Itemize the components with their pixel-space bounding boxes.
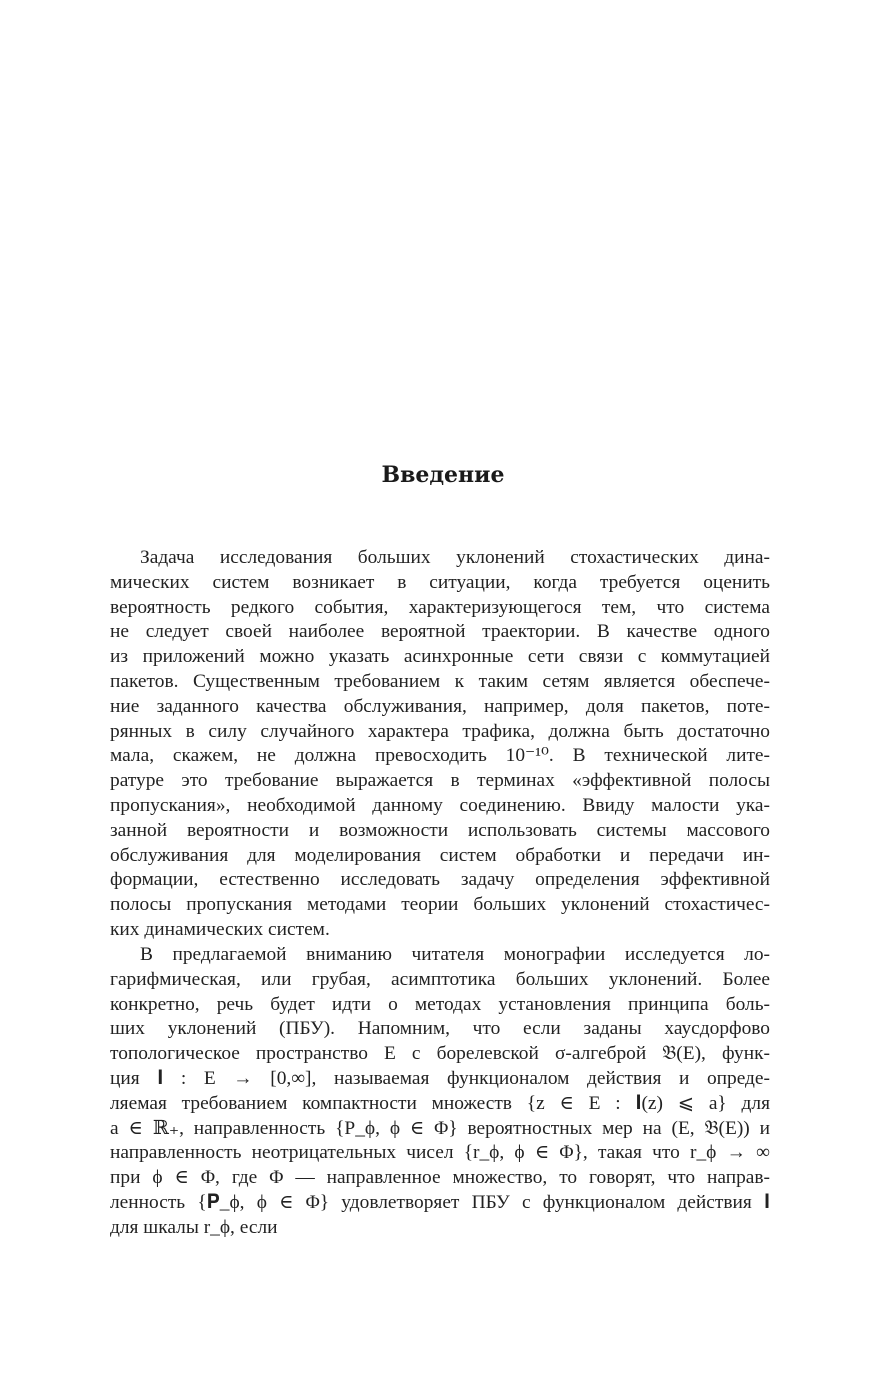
chapter-title: Введение bbox=[381, 462, 505, 488]
text-line: направленность неотрицательных чисел {r_ϕ, ϕ ∈ Φ}, такая что r_ϕ → ∞ bbox=[110, 1142, 770, 1164]
text-line: ших уклонений (ПБУ). Напомним, что если заданы хаусдорфово bbox=[110, 1018, 770, 1040]
text-line: В предлагаемой вниманию читателя монографии исследуется ло- bbox=[140, 944, 770, 965]
paragraph-2 bbox=[110, 943, 770, 1241]
text-line: ленность {𝐏_ϕ, ϕ ∈ Φ} удовлетворяет ПБУ с функционалом действия 𝐈 bbox=[110, 1191, 770, 1213]
text-line: ция 𝐈 : E → [0,∞], называемая функционалом действия и опреде- bbox=[110, 1067, 770, 1089]
text-line: пакетов. Существенным требованием к таким сетям является обеспече- bbox=[110, 670, 770, 692]
text-line: из приложений можно указать асинхронные сети связи с коммутацией bbox=[110, 646, 770, 668]
text-line: не следует своей наиболее вероятной траектории. В качестве одного bbox=[110, 621, 770, 643]
text-line: для шкалы r_ϕ, если bbox=[110, 1216, 278, 1238]
text-line: занной вероятности и возможности использовать системы массового bbox=[110, 819, 770, 841]
text-line: мала, скажем, не должна превосходить 10⁻¹⁰. В технической лите- bbox=[110, 745, 770, 767]
text-line: ратуре это требование выражается в терминах «эффективной полосы bbox=[110, 770, 770, 792]
text-line: полосы пропускания методами теории больших уклонений стохастичес- bbox=[110, 894, 770, 916]
text-line: обслуживания для моделирования систем обработки и передачи ин- bbox=[110, 844, 770, 866]
text-line: Задача исследования больших уклонений стохастических дина- bbox=[140, 547, 770, 568]
text-line: мических систем возникает в ситуации, когда требуется оценить bbox=[110, 571, 770, 593]
text-line: пропускания», необходимой данному соединению. Ввиду малости ука- bbox=[110, 794, 770, 816]
text-line: ние заданного качества обслуживания, например, доля пакетов, поте- bbox=[110, 695, 770, 717]
text-line: ких динамических систем. bbox=[110, 918, 330, 940]
text-line: конкретно, речь будет идти о методах установления принципа боль- bbox=[110, 993, 770, 1015]
text-line: ляемая требованием компактности множеств {z ∈ E : 𝐈(z) ⩽ a} для bbox=[110, 1092, 770, 1114]
text-line: формации, естественно исследовать задачу определения эффективной bbox=[110, 869, 770, 891]
text-line: рянных в силу случайного характера трафика, должна быть достаточно bbox=[110, 720, 770, 742]
text-line: топологическое пространство E с борелевской σ-алгеброй 𝔅(E), функ- bbox=[110, 1043, 770, 1065]
paragraph-1 bbox=[110, 546, 770, 943]
text-line: гарифмическая, или грубая, асимптотика больших уклонений. Более bbox=[110, 968, 770, 990]
text-line: при ϕ ∈ Φ, где Φ — направленное множество, то говорят, что направ- bbox=[110, 1167, 770, 1189]
text-line: вероятность редкого события, характеризующегося тем, что система bbox=[110, 596, 770, 618]
text-line: a ∈ ℝ₊, направленность {P_ϕ, ϕ ∈ Φ} вероятностных мер на (E, 𝔅(E)) и bbox=[110, 1117, 770, 1139]
